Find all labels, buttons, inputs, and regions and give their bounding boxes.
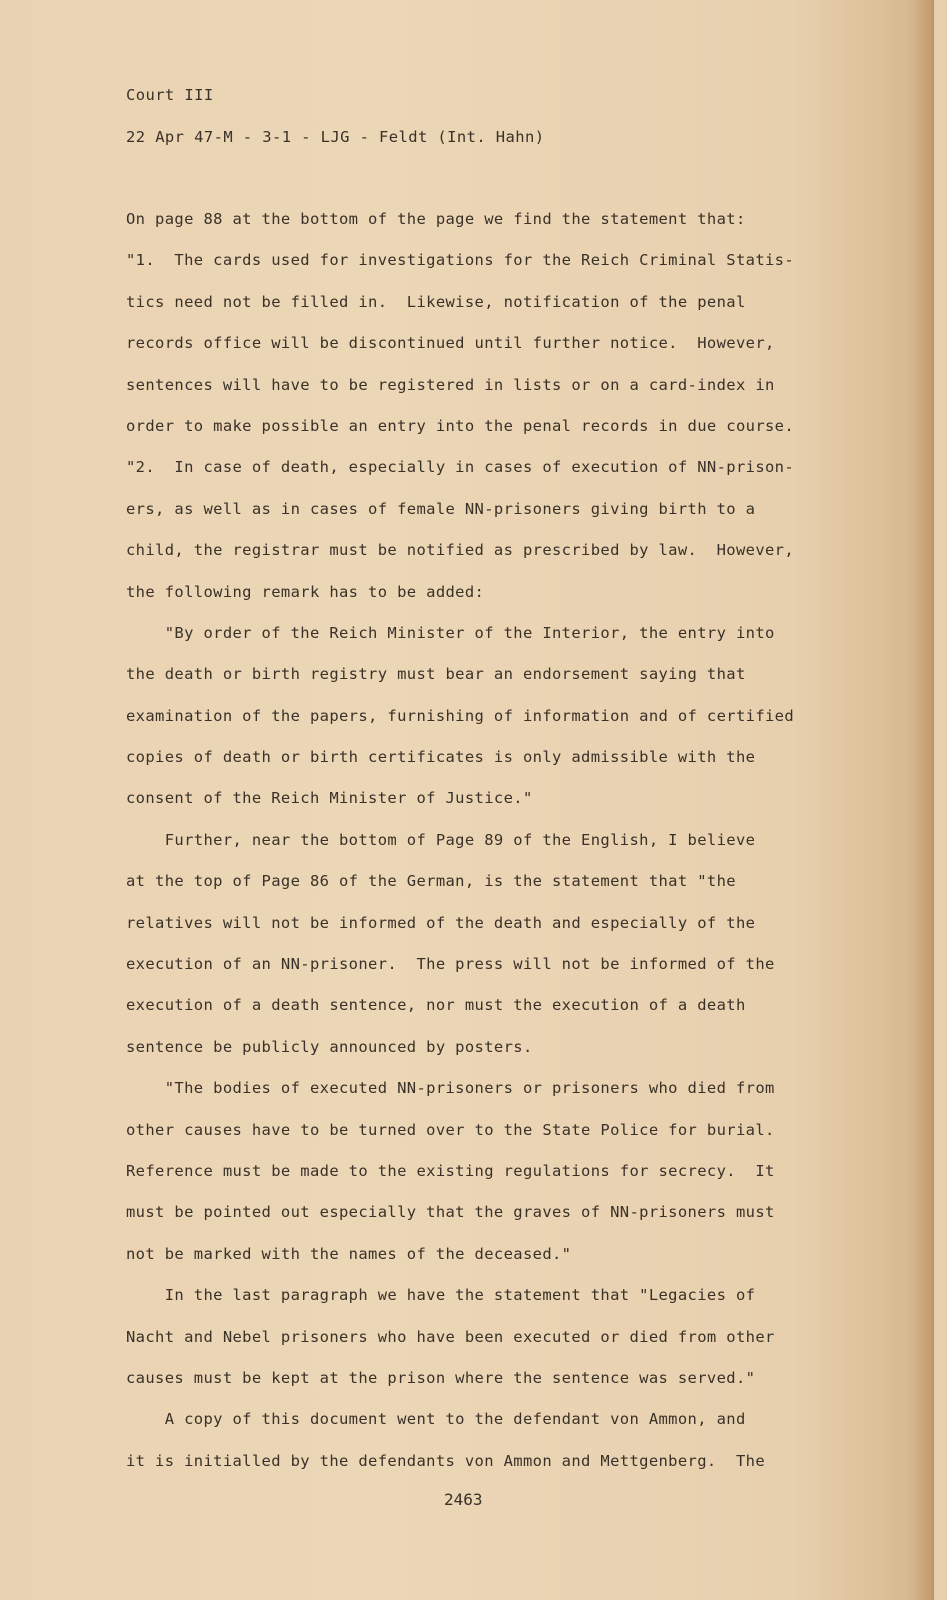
text-line: causes must be kept at the prison where the sentence was served." — [126, 1368, 756, 1387]
text-line: records office will be discontinued until further notice. However, — [126, 334, 775, 353]
text-line: execution of a death sentence, nor must the execution of a death — [126, 996, 746, 1015]
text-line: On page 88 at the bottom of the page we find the statement that: — [126, 210, 746, 228]
text-line: A copy of this document went to the defendant von Ammon, and — [126, 1410, 746, 1429]
text-line: tics need not be filled in. Likewise, notification of the penal — [126, 292, 746, 311]
court-header: Court III — [126, 86, 214, 104]
transcript-body — [126, 209, 846, 1492]
text-line: relatives will not be informed of the death and especially of the — [126, 913, 756, 932]
text-line: the death or birth registry must bear an endorsement saying that — [126, 665, 746, 684]
text-line: consent of the Reich Minister of Justice." — [126, 789, 533, 808]
text-line: copies of death or birth certificates is only admissible with the — [126, 748, 756, 767]
text-line: other causes have to be turned over to the State Police for burial. — [126, 1120, 775, 1139]
text-line: at the top of Page 86 of the German, is the statement that "the — [126, 872, 736, 891]
text-line: "2. In case of death, especially in cases of execution of NN-prison- — [126, 458, 795, 477]
text-line: child, the registrar must be notified as prescribed by law. However, — [126, 541, 795, 560]
text-line: "1. The cards used for investigations for the Reich Criminal Statis- — [126, 251, 795, 270]
text-line: order to make possible an entry into the penal records in due course. — [126, 416, 795, 435]
text-line: not be marked with the names of the deceased." — [126, 1244, 572, 1263]
text-line: sentences will have to be registered in lists or on a card-index in — [126, 375, 775, 394]
page-number: 2463 — [444, 1490, 483, 1509]
text-line: sentence be publicly announced by posters. — [126, 1037, 533, 1056]
case-reference: 22 Apr 47-M - 3-1 - LJG - Feldt (Int. Hahn) — [126, 128, 545, 146]
text-line: must be pointed out especially that the graves of NN-prisoners must — [126, 1203, 775, 1222]
text-line: "The bodies of executed NN-prisoners or prisoners who died from — [126, 1079, 775, 1098]
text-line: Reference must be made to the existing regulations for secrecy. It — [126, 1161, 775, 1180]
text-line: In the last paragraph we have the statement that "Legacies of — [126, 1286, 756, 1305]
text-line: execution of an NN-prisoner. The press will not be informed of the — [126, 955, 775, 974]
text-line: "By order of the Reich Minister of the Interior, the entry into — [126, 623, 775, 642]
text-line: it is initialled by the defendants von Ammon and Mettgenberg. The — [126, 1451, 765, 1470]
text-line: examination of the papers, furnishing of information and of certified — [126, 706, 795, 725]
text-line: Nacht and Nebel prisoners who have been executed or died from other — [126, 1327, 775, 1346]
text-line: ers, as well as in cases of female NN-prisoners giving birth to a — [126, 499, 756, 518]
text-line: the following remark has to be added: — [126, 582, 485, 601]
text-line: Further, near the bottom of Page 89 of the English, I believe — [126, 830, 756, 849]
